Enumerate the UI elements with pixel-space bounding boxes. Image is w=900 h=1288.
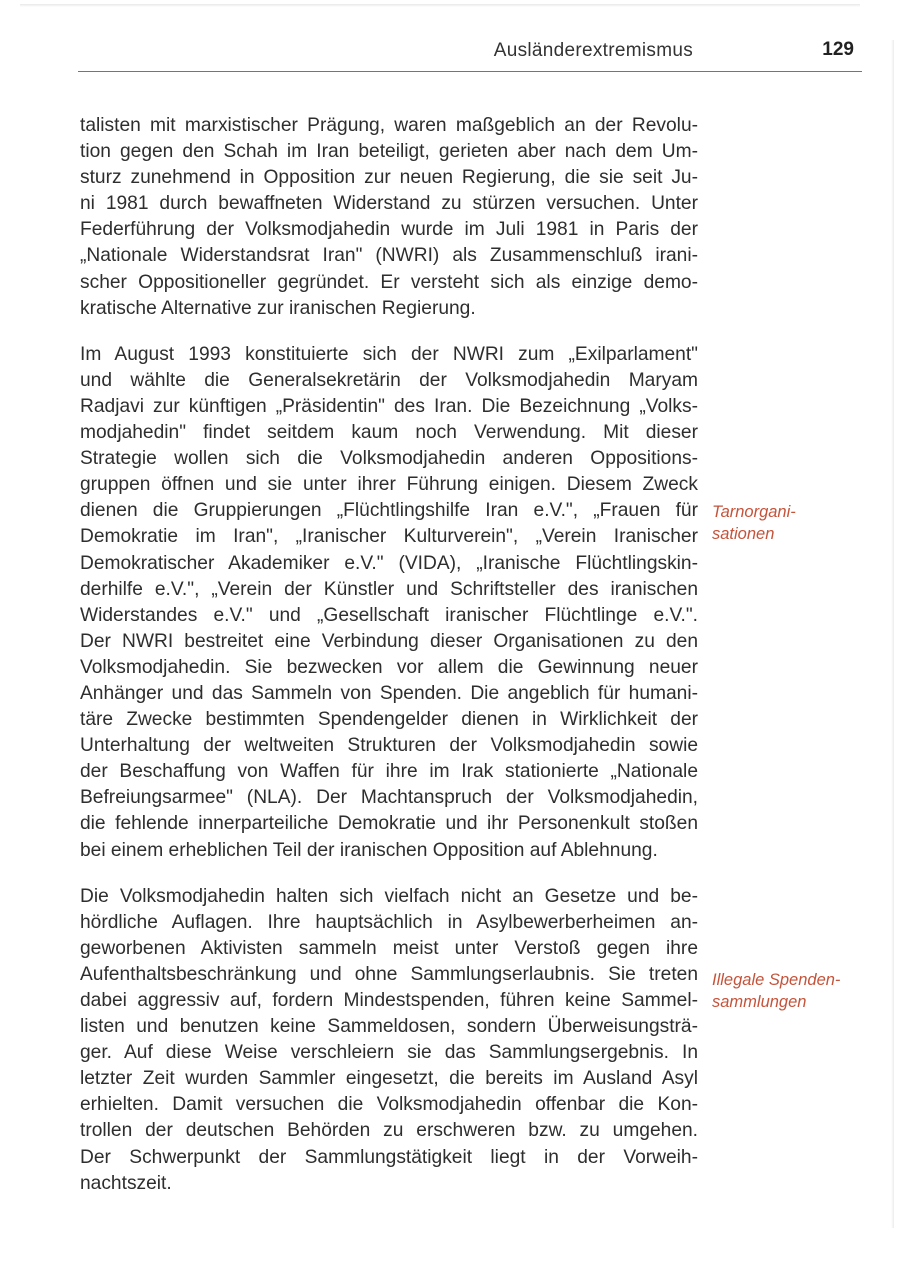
text-line: derhilfe e.V.", „Verein der Künstler und Schriftsteller des iranischen: [80, 578, 698, 600]
text-line: tion gegen den Schah im Iran beteiligt, gerieten aber nach dem Um-: [80, 141, 698, 163]
text-line: Radjavi zur künftigen „Präsidentin" des Iran. Die Bezeichnung „Volks-: [80, 395, 698, 417]
text-line: trollen der deutschen Behörden zu erschweren bzw. zu umgehen.: [80, 1120, 698, 1142]
text-line: bei einem erheblichen Teil der iranischen Opposition auf Ablehnung.: [80, 839, 658, 861]
text-line: Federführung der Volksmodjahedin wurde im Juli 1981 in Paris der: [80, 219, 698, 241]
text-line: letzter Zeit wurden Sammler eingesetzt, die bereits im Ausland Asyl: [80, 1068, 698, 1090]
text-line: Befreiungsarmee" (NLA). Der Machtanspruch der Volksmodjahedin,: [80, 787, 698, 809]
text-line: Der NWRI bestreitet eine Verbindung dieser Organisationen zu den: [80, 630, 698, 652]
margin-note-tarnorganisationen: [712, 501, 872, 545]
header-rule: [78, 71, 862, 72]
running-header-title: Ausländerextremismus: [493, 40, 693, 61]
margin-note-illegale-spendensammlungen: [712, 969, 872, 1013]
text-line: Die Volksmodjahedin halten sich vielfach nicht an Gesetze und be-: [80, 885, 698, 907]
text-line: dabei aggressiv auf, fordern Mindestspenden, führen keine Sammel-: [80, 990, 698, 1011]
text-line: Der Schwerpunkt der Sammlungstätigkeit liegt in der Vorweih-: [80, 1146, 698, 1168]
paragraph-3: [80, 884, 698, 1197]
text-line: täre Zwecke bestimmten Spendengelder dienen in Wirklichkeit der: [80, 709, 698, 731]
text-line: hördliche Auflagen. Ihre hauptsächlich in Asylbewerberheimen an-: [80, 911, 698, 933]
text-line: Demokratischer Akademiker e.V." (VIDA), „Iranische Flüchtlingskin-: [80, 552, 698, 574]
text-line: geworbenen Aktivisten sammeln meist unter Verstoß gegen ihre: [80, 937, 698, 959]
text-line: Anhänger und das Sammeln von Spenden. Die angeblich für humani-: [80, 682, 698, 704]
text-line: listen und benutzen keine Sammeldosen, sondern Überweisungsträ-: [80, 1016, 698, 1038]
text-line: Unterhaltung der weltweiten Strukturen der Volksmodjahedin sowie: [80, 735, 698, 757]
text-line: scher Oppositioneller gegründet. Er versteht sich als einzige demo-: [80, 271, 698, 293]
text-line: Volksmodjahedin. Sie bezwecken vor allem die Gewinnung neuer: [80, 656, 698, 678]
page-edge-shadow: [20, 4, 860, 7]
text-line: ni 1981 durch bewaffneten Widerstand zu stürzen versuchen. Unter: [80, 193, 698, 215]
text-line: modjahedin" findet seitdem kaum noch Verwendung. Mit dieser: [80, 422, 698, 444]
text-line: die fehlende innerparteiliche Demokratie und ihr Personenkult stoßen: [80, 813, 698, 835]
page-gutter-shadow: [891, 40, 894, 1228]
text-line: sturz zunehmend in Opposition zur neuen Regierung, die sie seit Ju-: [80, 167, 698, 189]
body-text: [80, 113, 698, 1217]
text-line: Strategie wollen sich die Volksmodjahedin anderen Oppositions-: [80, 448, 698, 470]
text-line: „Nationale Widerstandsrat Iran" (NWRI) als Zusammenschluß irani-: [80, 245, 698, 267]
text-line: nachtszeit.: [80, 1172, 172, 1194]
text-line: erhielten. Damit versuchen die Volksmodjahedin offenbar die Kon-: [80, 1094, 698, 1116]
page-number: 129: [822, 39, 854, 60]
text-line: Demokratie im Iran", „Iranischer Kulturverein", „Verein Iranischer: [80, 526, 698, 548]
text-line: dienen die Gruppierungen „Flüchtlingshilfe Iran e.V.", „Frauen für: [80, 500, 698, 522]
text-line: kratische Alternative zur iranischen Regierung.: [80, 297, 476, 319]
text-line: Widerstandes e.V." und „Gesellschaft iranischer Flüchtlinge e.V.".: [80, 604, 698, 626]
text-line: talisten mit marxistischer Prägung, waren maßgeblich an der Revolu-: [80, 115, 698, 136]
text-line: gruppen öffnen und sie unter ihrer Führung einigen. Diesem Zweck: [80, 474, 698, 496]
text-line: ger. Auf diese Weise verschleiern sie das Sammlungsergebnis. In: [80, 1042, 698, 1064]
running-header: [78, 40, 858, 68]
text-line: der Beschaffung von Waffen für ihre im Irak stationierte „Nationale: [80, 761, 698, 783]
margin-note-line: sationen: [712, 525, 775, 543]
text-line: Aufenthaltsbeschränkung und ohne Sammlungserlaubnis. Sie treten: [80, 963, 698, 985]
text-line: und wählte die Generalsekretärin der Volksmodjahedin Maryam: [80, 369, 698, 391]
paragraph-2: [80, 342, 698, 864]
paragraph-1: [80, 113, 698, 322]
margin-note-line: sammlungen: [712, 993, 807, 1011]
margin-note-line: Illegale Spenden-: [712, 971, 841, 989]
margin-note-line: Tarnorgani-: [712, 503, 796, 521]
text-line: Im August 1993 konstituierte sich der NWRI zum „Exilparlament": [80, 343, 698, 365]
